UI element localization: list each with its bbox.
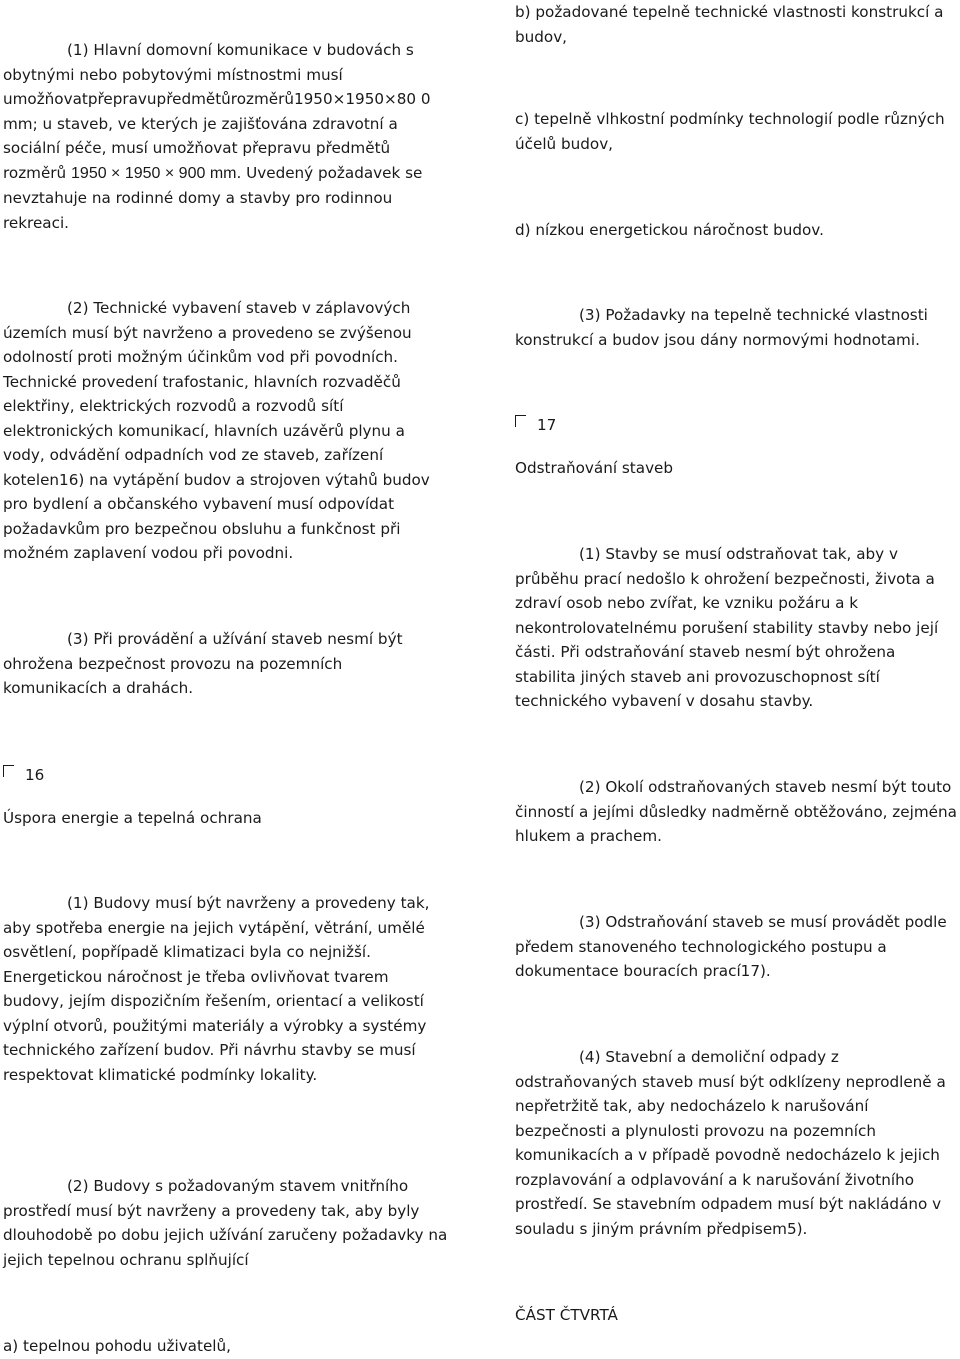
section-symbol-16: 16 — [3, 763, 44, 788]
section-17-heading — [515, 413, 960, 438]
section-16-title: Úspora energie a tepelná ochrana — [3, 809, 262, 827]
paragraph-17-3: (3) Odstraňování staveb se musí provádět podle předem stanoveného technologického postupu a dokumentace bouracích prací17). — [515, 913, 947, 980]
paragraph-17-1: (1) Stavby se musí odstraňovat tak, aby v průběhu prací nedošlo k ohrožení bezpečnosti, života a zdraví osob nebo zvířat, ke vzniku požáru a k nekontrolovatelnému porušení stability stavby nebo její části. Při odstraňování staveb nesmí být ohrožena stabilita jiných staveb ani provozuschopnost sítí technického vybavení v dosahu stavby. — [515, 545, 939, 710]
paragraph-15-3: (3) Při provádění a užívání staveb nesmí být ohrožena bezpečnost provozu na pozemních komunikacích a drahách. — [3, 630, 403, 697]
list-item-d: d) nízkou energetickou náročnost budov. — [515, 221, 824, 239]
list-item-a: a) tepelnou pohodu uživatelů, — [3, 1337, 231, 1355]
list-item-c: c) tepelně vlhkostní podmínky technologií podle různých účelů budov, — [515, 110, 945, 153]
paragraph-16-2: (2) Budovy s požadovaným stavem vnitřního prostředí musí být navrženy a provedeny tak, aby byly dlouhodobě po dobu jejich užívání zaručeny požadavky na jejich tepelnou ochranu splňující — [3, 1177, 448, 1269]
section-symbol-17: 17 — [515, 413, 556, 438]
paragraph-17-2: (2) Okolí odstraňovaných staveb nesmí být touto činností a jejími důsledky nadměrně obtěžováno, zejména hlukem a prachem. — [515, 778, 957, 845]
paragraph-15-1-text-c: . Uvedený požadavek se nevztahuje na rodinné domy a stavby pro rodinnou rekreaci. — [3, 163, 423, 232]
paragraph-16-1: (1) Budovy musí být navrženy a provedeny tak, aby spotřeba energie na jejich vytápění, větrání, umělé osvětlení, popřípadě klimatizaci byla co nejnižší. Energetickou náročnost je třeba ovlivňovat tvarem budovy, jejím dispozičním řešením, orientací a velikostí výplní otvorů, použitými materiály a výrobky a systémy technického zařízení budov. Při návrhu stavby se musí respektovat klimatické podmínky lokality. — [3, 894, 430, 1084]
section-16-heading — [3, 763, 451, 788]
paragraph-15-1-text-a: (1) Hlavní domovní komunikace v budovách s obytnými nebo pobytovými místnostmi musí umožňovatpřepravupředmětůrozměrů1950×1950×80 0 mm; u staveb, ve kterých je zajišťována zdravotní a sociální péče, musí umožňovat přepravu předmětů rozměrů — [3, 41, 431, 182]
paragraph-15-1 — [3, 38, 451, 235]
part-four-heading: ČÁST ČTVRTÁ — [515, 1306, 618, 1324]
paragraph-15-2: (2) Technické vybavení staveb v záplavových územích musí být navrženo a provedeno se zvýšenou odolností proti možným účinkům vod při povodních. Technické provedení trafostanic, hlavních rozvaděčů elektřiny, elektrických rozvodů a rozvodů sítí elektronických komunikací, hlavních uzávěrů plynu a vody, odvádění odpadních vod ze staveb, zařízení kotelen16) na vytápění budov a strojoven výtahů budov pro bydlení a občanského vybavení musí odpovídat požadavkům pro bezpečnou obsluhu a funkčnost při možném zaplavení vodou při povodni. — [3, 299, 430, 562]
paragraph-16-3: (3) Požadavky na tepelně technické vlastnosti konstrukcí a budov jsou dány normovými hodnotami. — [515, 306, 928, 349]
paragraph-17-4: (4) Stavební a demoliční odpady z odstraňovaných staveb musí být odklízeny neprodleně a nepřetržitě tak, aby nedocházelo k narušování bezpečnosti a plynulosti provozu na pozemních komunikacích a v případě povodně nedocházelo k jejich rozplavování a odplavování a k narušování životního prostředí. Se stavebním odpadem musí být nakládáno v souladu s jiným právním předpisem5). — [515, 1048, 946, 1238]
section-17-title: Odstraňování staveb — [515, 459, 674, 477]
list-item-b: b) požadované tepelně technické vlastnosti konstrukcí a budov, — [515, 3, 944, 46]
paragraph-15-1-dimensions: 1950 × 1950 × 900 mm — [71, 164, 237, 182]
